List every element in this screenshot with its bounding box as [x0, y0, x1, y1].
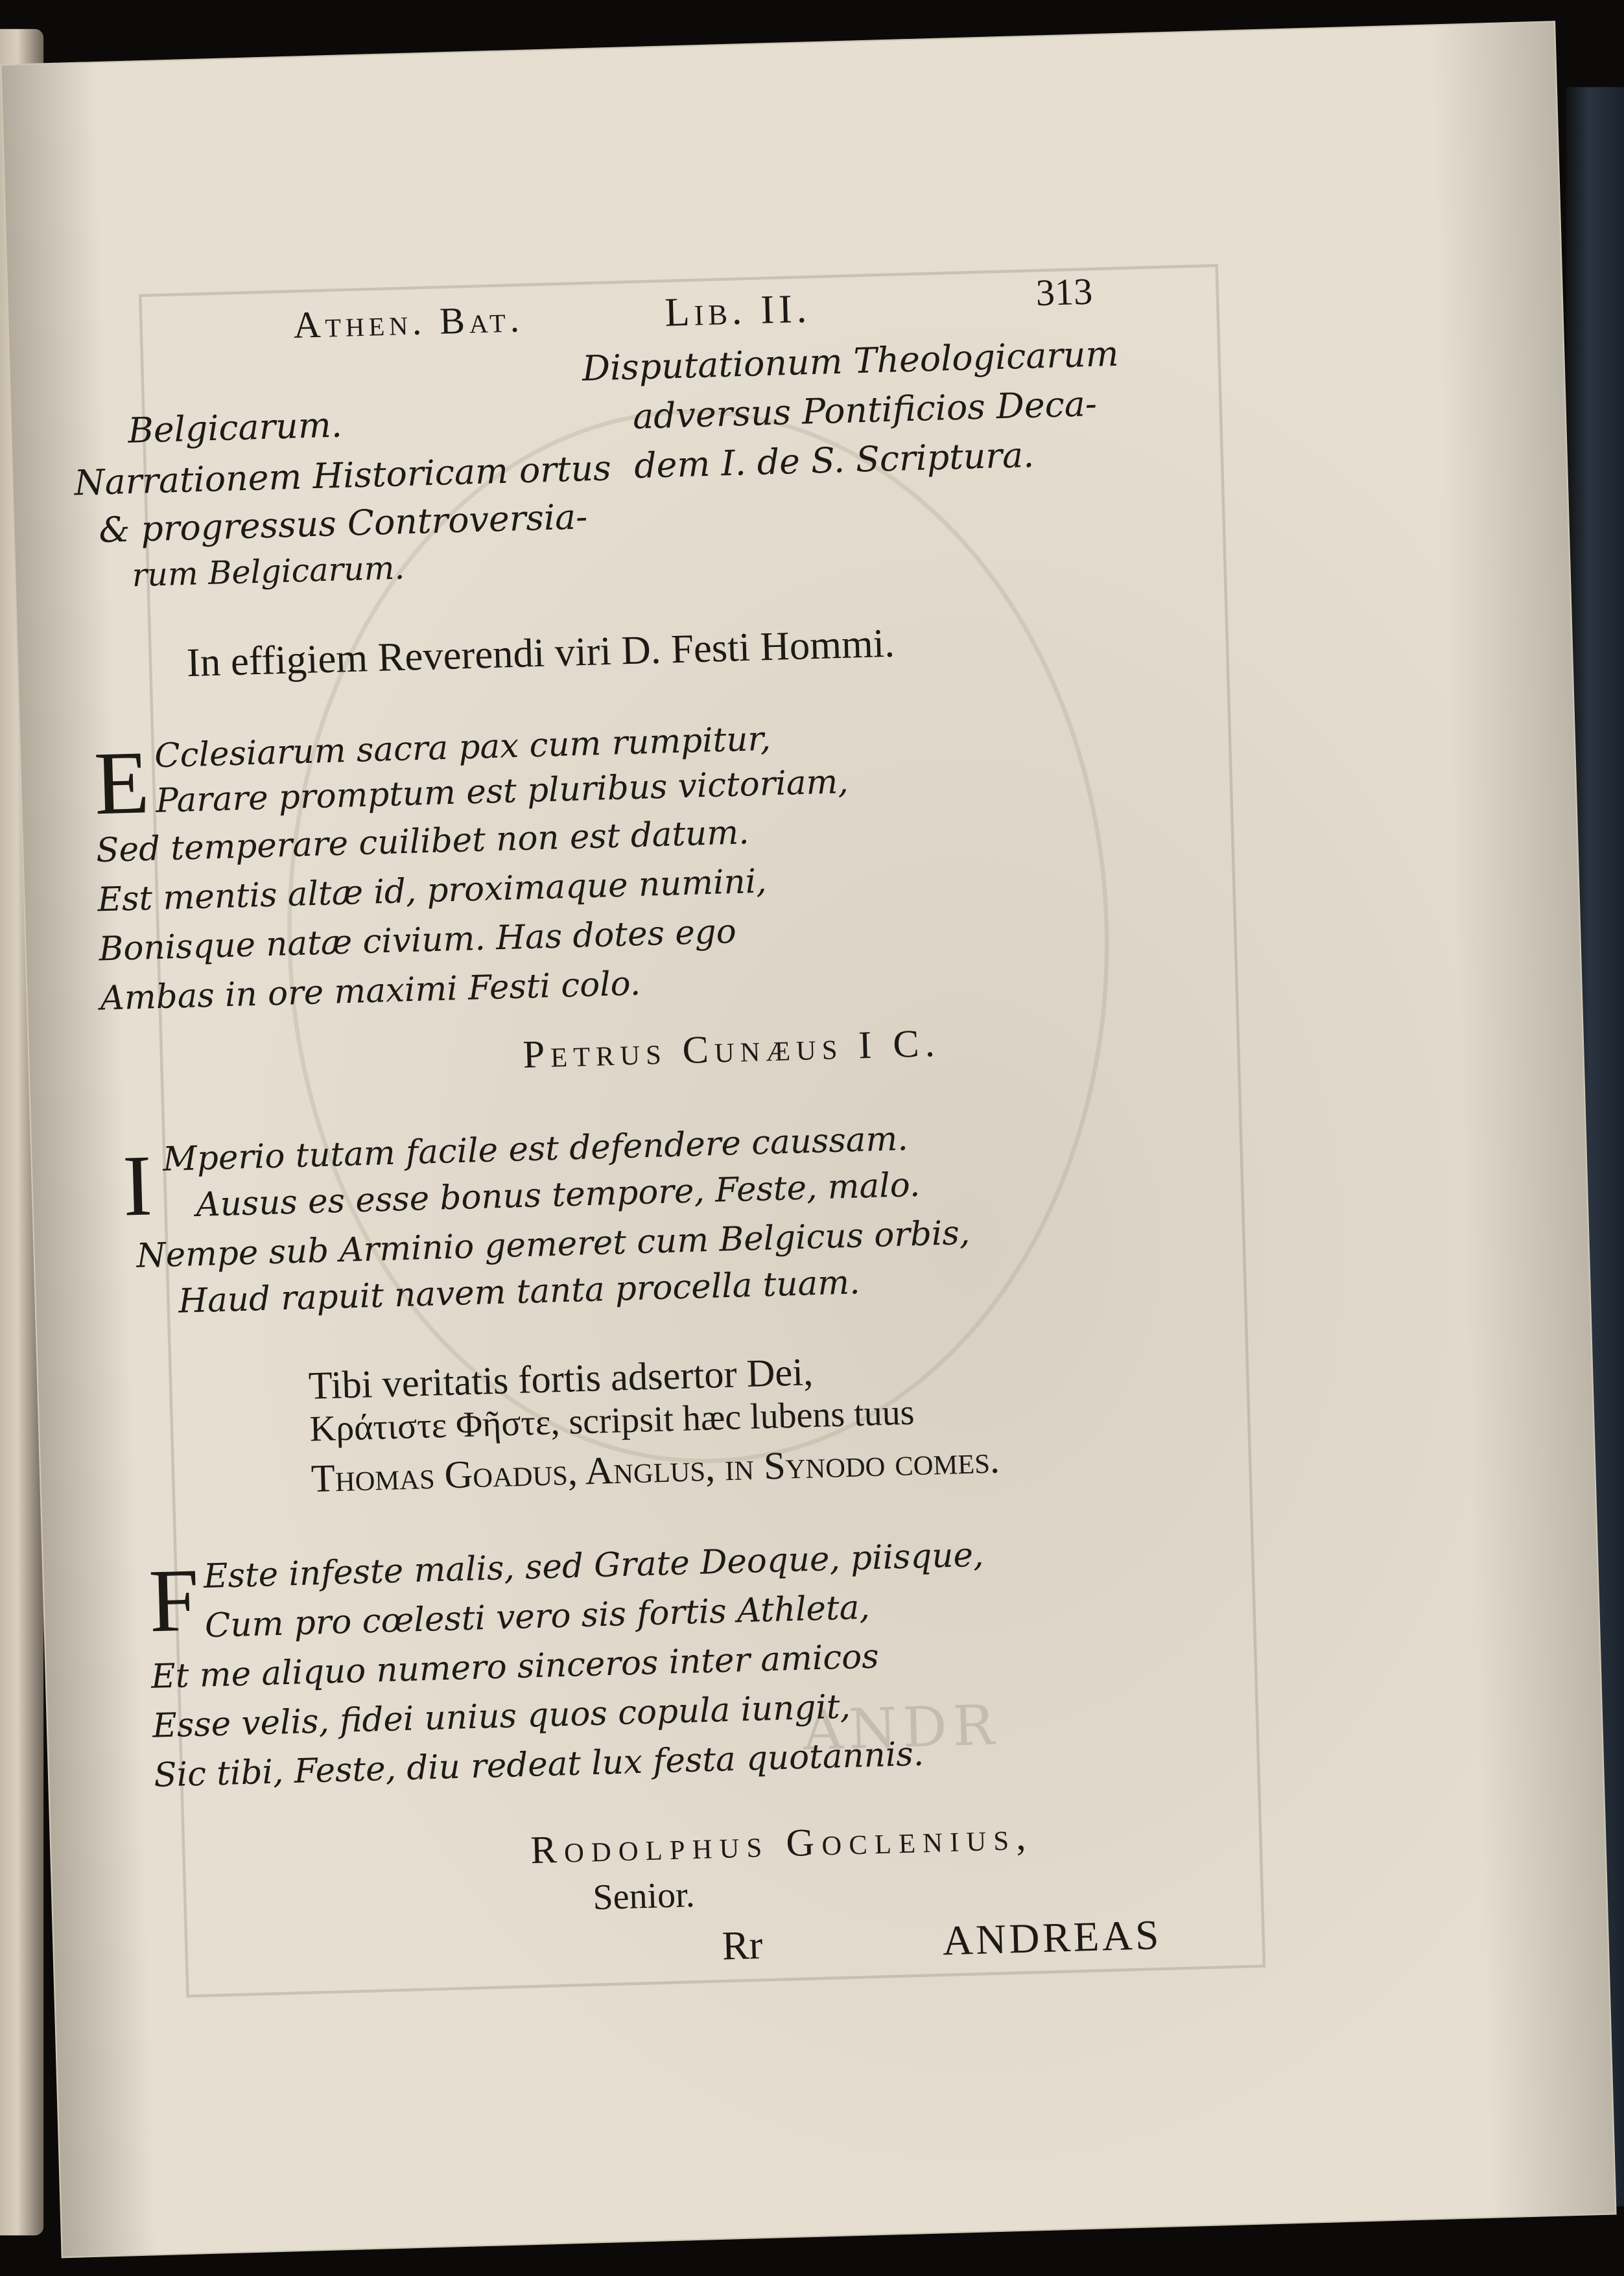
poem2-line-4: Haud rapuit navem tanta procella tuam.: [178, 1264, 861, 1322]
poem1-line-2: Parare promptum est pluribus victoriam,: [155, 764, 849, 821]
poem4-line-5: Sic tibi, Feste, diu redeat lux festa quotannis.: [153, 1735, 924, 1796]
col-left-line-3: & progressus Controversia-: [98, 497, 589, 551]
catchword: ANDREAS: [941, 1912, 1162, 1965]
poem3-line-3: Thomas Goadus, Anglus, in Synodo comes.: [310, 1437, 1000, 1501]
col-right-line-1: Disputationum Theologicarum: [582, 333, 1120, 390]
poem1-line-1: Cclesiarum sacra pax cum rumpitur,: [154, 721, 771, 776]
running-head-left: Athen. Bat.: [292, 298, 524, 347]
poem1-line-4: Est mentis altæ id, proximaque numini,: [97, 863, 768, 920]
running-head-center: Lib. II.: [664, 287, 812, 336]
poem2-line-3: Nempe sub Arminio gemeret cum Belgicus orbis,: [135, 1215, 971, 1276]
poem1-line-6: Ambas in ore maximi Festi colo.: [99, 965, 641, 1018]
signature-mark: Rr: [721, 1923, 764, 1970]
poem-heading: In effigiem Reverendi viri D. Festi Hommi.: [186, 621, 895, 686]
poem4-line-2: Cum pro cœlesti vero sis fortis Athleta,: [204, 1589, 871, 1646]
poem2-line-2: Ausus es esse bonus tempore, Feste, malo.: [195, 1167, 921, 1225]
poem4-drop-initial: F: [147, 1551, 201, 1652]
poem1-line-5: Bonisque natæ civium. Has dotes ego: [98, 913, 737, 969]
poem4-author-title: Senior.: [592, 1875, 696, 1918]
page-number: 313: [1035, 270, 1094, 314]
poem4-line-3: Et me aliquo numero sinceros inter amicos: [150, 1638, 880, 1697]
poem2-drop-initial: I: [121, 1137, 154, 1234]
poem4-line-4: Esse velis, fidei unius quos copula iungit,: [152, 1688, 851, 1746]
col-right-line-3: dem I. de S. Scriptura.: [633, 434, 1035, 487]
poem1-author: Petrus Cunæus I C.: [522, 1021, 941, 1077]
col-left-line-1: Belgicarum.: [127, 405, 343, 452]
col-right-line-2: adversus Pontificios Deca-: [632, 383, 1098, 438]
poem4-line-1: Este infeste malis, sed Grate Deoque, piisque,: [203, 1536, 985, 1597]
col-left-line-4: rum Belgicarum.: [131, 551, 405, 595]
poem2-line-1: Mperio tutam facile est defendere caussam.: [162, 1120, 909, 1180]
col-left-line-2: Narrationem Historicam ortus: [73, 448, 612, 504]
poem4-author: Rodolphus Goclenius,: [530, 1814, 1034, 1872]
show-through-text: ANDR: [802, 1693, 1001, 1763]
poem3-line-1: Tibi veritatis fortis adsertor Dei,: [307, 1350, 814, 1408]
poem1-drop-initial: E: [93, 734, 151, 834]
poem1-line-3: Sed temperare cuilibet non est datum.: [95, 814, 750, 871]
book-page: [2, 22, 1616, 2257]
poem3-line-2: Κράτιστε Φῆστε, scripsit hæc lubens tuus: [309, 1393, 915, 1450]
